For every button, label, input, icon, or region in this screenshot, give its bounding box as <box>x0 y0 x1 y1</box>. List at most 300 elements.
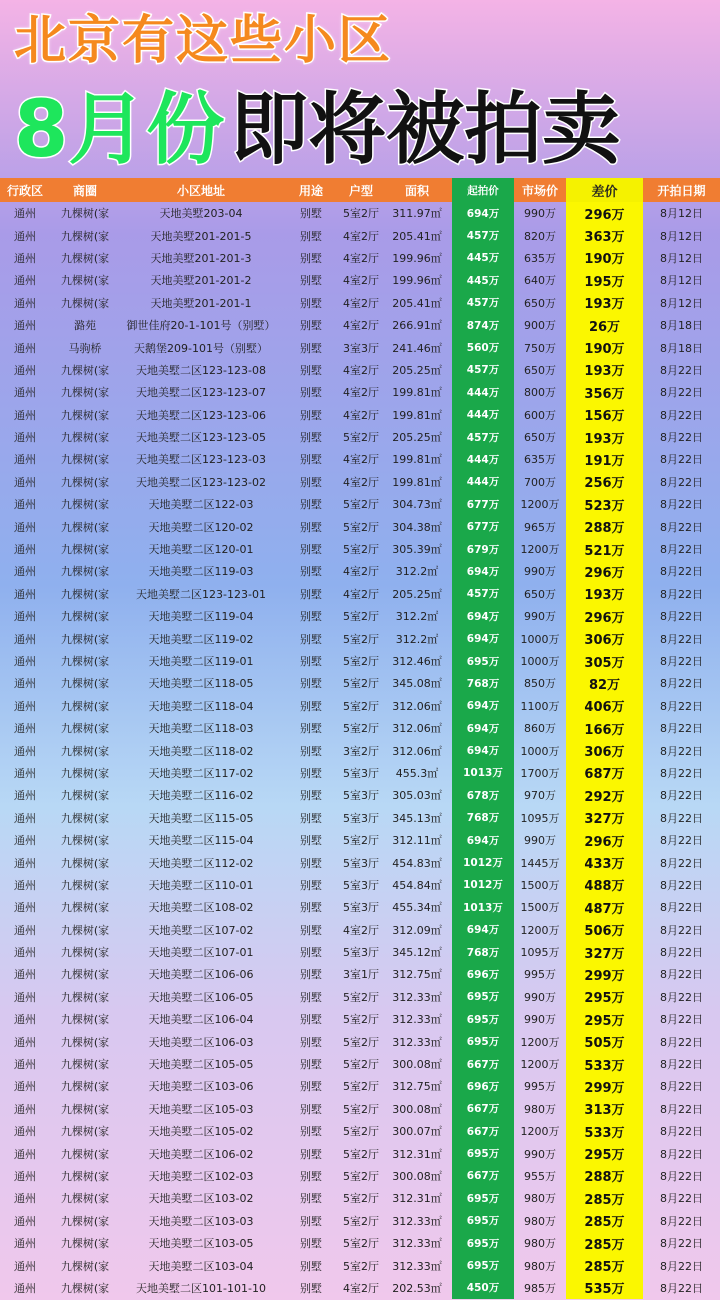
cell-business-area: 九棵树(家 <box>60 207 110 221</box>
cell-price-diff: 433万 <box>566 851 643 873</box>
cell-district: 通州 <box>14 229 36 243</box>
cell-address: 天地美墅二区122-03 <box>148 498 254 512</box>
cell-district: 通州 <box>14 1147 36 1161</box>
cell-district: 通州 <box>14 363 36 377</box>
cell-business-area: 九棵树(家 <box>60 1237 110 1251</box>
cell-address: 天鹅堡209-101号（别墅） <box>134 341 268 355</box>
cell-district: 通州 <box>14 677 36 691</box>
cell-area: 312.06㎡ <box>392 722 442 736</box>
cell-start-price: 695万 <box>452 650 514 672</box>
cell-market-price: 650万 <box>524 296 556 310</box>
cell-business-area: 九棵树(家 <box>60 699 110 713</box>
cell-address: 天地美墅二区102-03 <box>148 1169 254 1183</box>
cell-area: 199.96㎡ <box>392 274 442 288</box>
cell-address: 天地美墅二区118-02 <box>148 744 254 758</box>
cell-address: 天地美墅二区103-06 <box>148 1080 254 1094</box>
cell-business-area: 九棵树(家 <box>60 856 110 870</box>
cell-auction-date: 8月22日 <box>660 386 703 400</box>
cell-district: 通州 <box>14 274 36 288</box>
cell-start-price: 679万 <box>452 538 514 560</box>
cell-area: 454.84㎡ <box>392 878 442 892</box>
cell-price-diff: 521万 <box>566 538 643 560</box>
cell-start-price: 768万 <box>452 807 514 829</box>
cell-layout: 4室2厅 <box>343 565 379 579</box>
cell-market-price: 1095万 <box>520 946 560 960</box>
cell-address: 天地美墅二区103-02 <box>148 1192 254 1206</box>
cell-business-area: 九棵树(家 <box>60 1080 110 1094</box>
cell-area: 312.33㎡ <box>392 1214 442 1228</box>
cell-start-price: 457万 <box>452 292 514 314</box>
cell-market-price: 1200万 <box>520 1125 560 1139</box>
cell-business-area: 九棵树(家 <box>60 296 110 310</box>
cell-usage: 别墅 <box>300 1192 322 1206</box>
cell-market-price: 800万 <box>524 386 556 400</box>
cell-market-price: 980万 <box>524 1214 556 1228</box>
cell-district: 通州 <box>14 834 36 848</box>
cell-district: 通州 <box>14 811 36 825</box>
cell-market-price: 990万 <box>524 610 556 624</box>
cell-market-price: 650万 <box>524 431 556 445</box>
table-row <box>0 874 720 896</box>
table-row <box>0 471 720 493</box>
cell-area: 455.34㎡ <box>392 901 442 915</box>
cell-address: 天地美墅二区123-123-02 <box>136 475 266 489</box>
cell-address: 天地美墅二区123-123-07 <box>136 386 266 400</box>
cell-usage: 别墅 <box>300 811 322 825</box>
cell-address: 天地美墅201-201-1 <box>150 296 252 310</box>
cell-auction-date: 8月18日 <box>660 319 703 333</box>
cell-district: 通州 <box>14 1192 36 1206</box>
cell-area: 312.33㎡ <box>392 990 442 1004</box>
cell-area: 205.25㎡ <box>392 363 442 377</box>
cell-layout: 5室3厅 <box>343 811 379 825</box>
cell-market-price: 990万 <box>524 1013 556 1027</box>
cell-start-price: 695万 <box>452 1030 514 1052</box>
cell-auction-date: 8月22日 <box>660 1192 703 1206</box>
cell-business-area: 九棵树(家 <box>60 587 110 601</box>
cell-area: 345.08㎡ <box>392 677 442 691</box>
cell-layout: 5室2厅 <box>343 655 379 668</box>
cell-address: 天地美墅二区110-01 <box>148 878 254 892</box>
cell-price-diff: 288万 <box>566 1165 643 1187</box>
cell-price-diff: 523万 <box>566 493 643 515</box>
cell-address: 天地美墅二区120-01 <box>148 543 254 557</box>
header-usage: 用途 <box>282 178 340 202</box>
cell-usage: 别墅 <box>300 408 322 422</box>
cell-business-area: 九棵树(家 <box>60 968 110 982</box>
cell-business-area: 九棵树(家 <box>60 610 110 624</box>
cell-area: 305.39㎡ <box>392 543 442 557</box>
cell-start-price: 694万 <box>452 829 514 851</box>
cell-usage: 别墅 <box>300 1169 322 1183</box>
cell-price-diff: 82万 <box>566 672 643 694</box>
cell-address: 天地美墅二区112-02 <box>148 856 254 870</box>
cell-auction-date: 8月22日 <box>660 408 703 422</box>
cell-district: 通州 <box>14 251 36 265</box>
cell-business-area: 九棵树(家 <box>60 946 110 960</box>
cell-market-price: 1500万 <box>520 901 560 915</box>
cell-price-diff: 195万 <box>566 269 643 291</box>
cell-start-price: 1012万 <box>452 874 514 896</box>
cell-price-diff: 190万 <box>566 247 643 269</box>
header-business-area: 商圈 <box>50 178 120 202</box>
cell-usage: 别墅 <box>300 475 322 489</box>
table-row <box>0 919 720 941</box>
cell-price-diff: 295万 <box>566 1008 643 1030</box>
cell-market-price: 1200万 <box>520 1035 560 1049</box>
cell-price-diff: 193万 <box>566 583 643 605</box>
cell-start-price: 444万 <box>452 471 514 493</box>
table-row <box>0 1187 720 1209</box>
cell-area: 304.73㎡ <box>392 498 442 512</box>
cell-usage: 别墅 <box>300 207 322 221</box>
cell-business-area: 九棵树(家 <box>60 1147 110 1161</box>
cell-auction-date: 8月22日 <box>660 1125 703 1139</box>
cell-layout: 5室2厅 <box>343 520 379 534</box>
cell-auction-date: 8月22日 <box>660 677 703 691</box>
cell-district: 通州 <box>14 1035 36 1049</box>
cell-usage: 别墅 <box>300 856 322 870</box>
cell-start-price: 678万 <box>452 784 514 806</box>
cell-price-diff: 156万 <box>566 404 643 426</box>
cell-usage: 别墅 <box>300 1102 322 1116</box>
cell-market-price: 860万 <box>524 722 556 736</box>
cell-address: 天地美墅二区107-02 <box>148 923 254 937</box>
table-row <box>0 1210 720 1232</box>
cell-price-diff: 193万 <box>566 292 643 314</box>
table-row <box>0 1142 720 1164</box>
cell-start-price: 1013万 <box>452 762 514 784</box>
cell-business-area: 九棵树(家 <box>60 811 110 825</box>
table-row <box>0 560 720 582</box>
cell-area: 345.13㎡ <box>392 811 442 825</box>
cell-business-area: 九棵树(家 <box>60 1214 110 1228</box>
cell-start-price: 445万 <box>452 247 514 269</box>
cell-auction-date: 8月12日 <box>660 274 703 288</box>
cell-market-price: 1200万 <box>520 923 560 937</box>
cell-market-price: 995万 <box>524 968 556 982</box>
cell-layout: 5室2厅 <box>343 1214 379 1228</box>
cell-district: 通州 <box>14 296 36 310</box>
cell-area: 300.08㎡ <box>392 1058 442 1072</box>
cell-address: 天地美墅二区106-05 <box>148 990 254 1004</box>
cell-district: 通州 <box>14 341 36 355</box>
cell-area: 199.81㎡ <box>392 386 442 400</box>
cell-auction-date: 8月22日 <box>660 498 703 512</box>
cell-usage: 别墅 <box>300 341 322 355</box>
cell-district: 通州 <box>14 565 36 579</box>
cell-address: 天地美墅二区115-05 <box>148 811 254 825</box>
cell-usage: 别墅 <box>300 296 322 310</box>
cell-auction-date: 8月12日 <box>660 229 703 243</box>
cell-auction-date: 8月22日 <box>660 1058 703 1072</box>
table-row <box>0 784 720 806</box>
cell-start-price: 694万 <box>452 695 514 717</box>
cell-layout: 4室2厅 <box>343 587 379 601</box>
cell-price-diff: 313万 <box>566 1098 643 1120</box>
cell-area: 199.81㎡ <box>392 453 442 467</box>
cell-layout: 4室2厅 <box>343 319 379 333</box>
cell-usage: 别墅 <box>300 1013 322 1027</box>
cell-usage: 别墅 <box>300 229 322 243</box>
cell-area: 205.25㎡ <box>392 431 442 445</box>
cell-area: 300.07㎡ <box>392 1125 442 1139</box>
table-row <box>0 807 720 829</box>
cell-auction-date: 8月22日 <box>660 856 703 870</box>
cell-auction-date: 8月22日 <box>660 632 703 646</box>
cell-auction-date: 8月22日 <box>660 946 703 960</box>
cell-auction-date: 8月22日 <box>660 655 703 668</box>
table-row <box>0 605 720 627</box>
cell-start-price: 1013万 <box>452 896 514 918</box>
cell-auction-date: 8月22日 <box>660 878 703 892</box>
cell-price-diff: 296万 <box>566 202 643 224</box>
cell-market-price: 990万 <box>524 834 556 848</box>
cell-address: 天地美墅二区123-123-03 <box>136 453 266 467</box>
table-row <box>0 986 720 1008</box>
cell-start-price: 444万 <box>452 381 514 403</box>
cell-layout: 5室2厅 <box>343 1080 379 1094</box>
cell-district: 通州 <box>14 475 36 489</box>
cell-business-area: 九棵树(家 <box>60 1169 110 1183</box>
cell-district: 通州 <box>14 699 36 713</box>
cell-price-diff: 285万 <box>566 1187 643 1209</box>
cell-usage: 别墅 <box>300 744 322 758</box>
cell-layout: 4室2厅 <box>343 923 379 937</box>
cell-area: 312.33㎡ <box>392 1237 442 1251</box>
auction-table <box>0 178 720 1299</box>
cell-start-price: 695万 <box>452 1187 514 1209</box>
cell-usage: 别墅 <box>300 453 322 467</box>
table-row <box>0 583 720 605</box>
cell-layout: 5室2厅 <box>343 1013 379 1027</box>
cell-layout: 4室2厅 <box>343 251 379 265</box>
cell-start-price: 450万 <box>452 1277 514 1299</box>
cell-usage: 别墅 <box>300 543 322 557</box>
cell-price-diff: 488万 <box>566 874 643 896</box>
cell-layout: 5室3厅 <box>343 878 379 892</box>
cell-area: 205.25㎡ <box>392 587 442 601</box>
cell-price-diff: 296万 <box>566 605 643 627</box>
cell-area: 199.81㎡ <box>392 475 442 489</box>
cell-layout: 5室2厅 <box>343 699 379 713</box>
cell-layout: 5室3厅 <box>343 946 379 960</box>
cell-start-price: 667万 <box>452 1120 514 1142</box>
cell-area: 312.06㎡ <box>392 744 442 758</box>
cell-usage: 别墅 <box>300 386 322 400</box>
cell-address: 天地美墅二区106-03 <box>148 1035 254 1049</box>
cell-start-price: 677万 <box>452 515 514 537</box>
table-row <box>0 1008 720 1030</box>
cell-business-area: 九棵树(家 <box>60 834 110 848</box>
cell-usage: 别墅 <box>300 766 322 780</box>
cell-district: 通州 <box>14 431 36 445</box>
cell-business-area: 九棵树(家 <box>60 1281 110 1295</box>
cell-market-price: 635万 <box>524 453 556 467</box>
table-row <box>0 896 720 918</box>
cell-district: 通州 <box>14 744 36 758</box>
cell-address: 天地美墅二区106-06 <box>148 968 254 982</box>
cell-price-diff: 687万 <box>566 762 643 784</box>
cell-area: 241.46㎡ <box>392 341 442 355</box>
cell-usage: 别墅 <box>300 1214 322 1228</box>
cell-price-diff: 305万 <box>566 650 643 672</box>
cell-usage: 别墅 <box>300 363 322 377</box>
cell-auction-date: 8月22日 <box>660 543 703 557</box>
cell-area: 454.83㎡ <box>392 856 442 870</box>
cell-price-diff: 406万 <box>566 695 643 717</box>
cell-address: 天地美墅二区123-123-01 <box>136 587 266 601</box>
page-subtitle <box>14 84 620 176</box>
cell-price-diff: 327万 <box>566 807 643 829</box>
cell-business-area: 九棵树(家 <box>60 990 110 1004</box>
cell-address: 天地美墅二区107-01 <box>148 946 254 960</box>
subtitle-month: 8月份 <box>14 85 225 175</box>
cell-start-price: 444万 <box>452 448 514 470</box>
table-header-row <box>0 178 720 202</box>
cell-layout: 5室2厅 <box>343 1058 379 1072</box>
cell-auction-date: 8月22日 <box>660 587 703 601</box>
cell-market-price: 990万 <box>524 990 556 1004</box>
cell-business-area: 九棵树(家 <box>60 632 110 646</box>
cell-district: 通州 <box>14 319 36 333</box>
header-auction-date: 开拍日期 <box>643 178 720 202</box>
cell-area: 300.08㎡ <box>392 1169 442 1183</box>
cell-business-area: 九棵树(家 <box>60 1102 110 1116</box>
cell-market-price: 650万 <box>524 363 556 377</box>
cell-start-price: 695万 <box>452 1254 514 1276</box>
cell-address: 天地美墅二区106-02 <box>148 1147 254 1161</box>
cell-price-diff: 363万 <box>566 224 643 246</box>
cell-price-diff: 166万 <box>566 717 643 739</box>
cell-district: 通州 <box>14 990 36 1004</box>
header-area: 面积 <box>382 178 452 202</box>
cell-business-area: 九棵树(家 <box>60 363 110 377</box>
table-row <box>0 404 720 426</box>
cell-auction-date: 8月22日 <box>660 766 703 780</box>
cell-price-diff: 535万 <box>566 1277 643 1299</box>
cell-start-price: 768万 <box>452 941 514 963</box>
cell-price-diff: 292万 <box>566 784 643 806</box>
cell-market-price: 820万 <box>524 229 556 243</box>
table-row <box>0 1165 720 1187</box>
cell-auction-date: 8月22日 <box>660 923 703 937</box>
cell-district: 通州 <box>14 386 36 400</box>
cell-usage: 别墅 <box>300 1147 322 1161</box>
cell-usage: 别墅 <box>300 431 322 445</box>
cell-address: 天地美墅二区105-05 <box>148 1058 254 1072</box>
cell-market-price: 1000万 <box>520 632 560 646</box>
cell-address: 天地美墅二区120-02 <box>148 520 254 534</box>
cell-market-price: 850万 <box>524 677 556 691</box>
cell-usage: 别墅 <box>300 565 322 579</box>
cell-area: 312.33㎡ <box>392 1035 442 1049</box>
cell-layout: 5室2厅 <box>343 834 379 848</box>
cell-price-diff: 356万 <box>566 381 643 403</box>
cell-layout: 5室2厅 <box>343 610 379 624</box>
cell-address: 天地美墅二区105-02 <box>148 1125 254 1139</box>
cell-layout: 4室2厅 <box>343 408 379 422</box>
cell-district: 通州 <box>14 1169 36 1183</box>
cell-district: 通州 <box>14 1214 36 1228</box>
cell-address: 天地美墅二区123-123-06 <box>136 408 266 422</box>
cell-start-price: 445万 <box>452 269 514 291</box>
cell-business-area: 马驹桥 <box>68 341 102 355</box>
cell-usage: 别墅 <box>300 1281 322 1295</box>
cell-address: 天地美墅二区118-03 <box>148 722 254 736</box>
cell-address: 天地美墅二区115-04 <box>148 834 254 848</box>
cell-area: 205.41㎡ <box>392 296 442 310</box>
table-row <box>0 963 720 985</box>
cell-start-price: 696万 <box>452 963 514 985</box>
cell-business-area: 九棵树(家 <box>60 1058 110 1072</box>
table-row <box>0 829 720 851</box>
cell-market-price: 640万 <box>524 274 556 288</box>
table-row <box>0 1277 720 1299</box>
cell-market-price: 980万 <box>524 1237 556 1251</box>
cell-start-price: 695万 <box>452 1232 514 1254</box>
cell-address: 天地美墅二区119-01 <box>148 655 254 668</box>
cell-market-price: 1200万 <box>520 498 560 512</box>
cell-layout: 4室2厅 <box>343 296 379 310</box>
cell-district: 通州 <box>14 1259 36 1273</box>
cell-address: 天地美墅二区119-02 <box>148 632 254 646</box>
cell-layout: 5室2厅 <box>343 498 379 512</box>
cell-business-area: 九棵树(家 <box>60 520 110 534</box>
cell-district: 通州 <box>14 520 36 534</box>
cell-business-area: 九棵树(家 <box>60 543 110 557</box>
cell-market-price: 1500万 <box>520 878 560 892</box>
cell-start-price: 696万 <box>452 1075 514 1097</box>
cell-usage: 别墅 <box>300 677 322 691</box>
cell-business-area: 九棵树(家 <box>60 431 110 445</box>
cell-district: 通州 <box>14 878 36 892</box>
table-body <box>0 202 720 1299</box>
table-row <box>0 493 720 515</box>
cell-district: 通州 <box>14 587 36 601</box>
cell-auction-date: 8月22日 <box>660 834 703 848</box>
cell-district: 通州 <box>14 901 36 915</box>
cell-market-price: 965万 <box>524 520 556 534</box>
cell-district: 通州 <box>14 923 36 937</box>
cell-address: 天地美墅二区108-02 <box>148 901 254 915</box>
cell-district: 通州 <box>14 946 36 960</box>
cell-market-price: 635万 <box>524 251 556 265</box>
cell-price-diff: 26万 <box>566 314 643 336</box>
cell-auction-date: 8月22日 <box>660 610 703 624</box>
table-row <box>0 717 720 739</box>
cell-market-price: 980万 <box>524 1102 556 1116</box>
cell-market-price: 1095万 <box>520 811 560 825</box>
cell-auction-date: 8月22日 <box>660 722 703 736</box>
cell-address: 天地美墅203-04 <box>159 207 243 221</box>
cell-area: 305.03㎡ <box>392 789 442 803</box>
cell-usage: 别墅 <box>300 901 322 915</box>
table-row <box>0 381 720 403</box>
cell-business-area: 九棵树(家 <box>60 408 110 422</box>
cell-auction-date: 8月22日 <box>660 744 703 758</box>
cell-area: 312.31㎡ <box>392 1192 442 1206</box>
cell-start-price: 694万 <box>452 717 514 739</box>
cell-business-area: 九棵树(家 <box>60 1125 110 1139</box>
cell-start-price: 694万 <box>452 605 514 627</box>
cell-layout: 5室2厅 <box>343 543 379 557</box>
cell-start-price: 694万 <box>452 919 514 941</box>
cell-price-diff: 285万 <box>566 1254 643 1276</box>
cell-business-area: 潞苑 <box>74 319 96 333</box>
cell-area: 312.2㎡ <box>395 565 439 579</box>
cell-market-price: 970万 <box>524 789 556 803</box>
